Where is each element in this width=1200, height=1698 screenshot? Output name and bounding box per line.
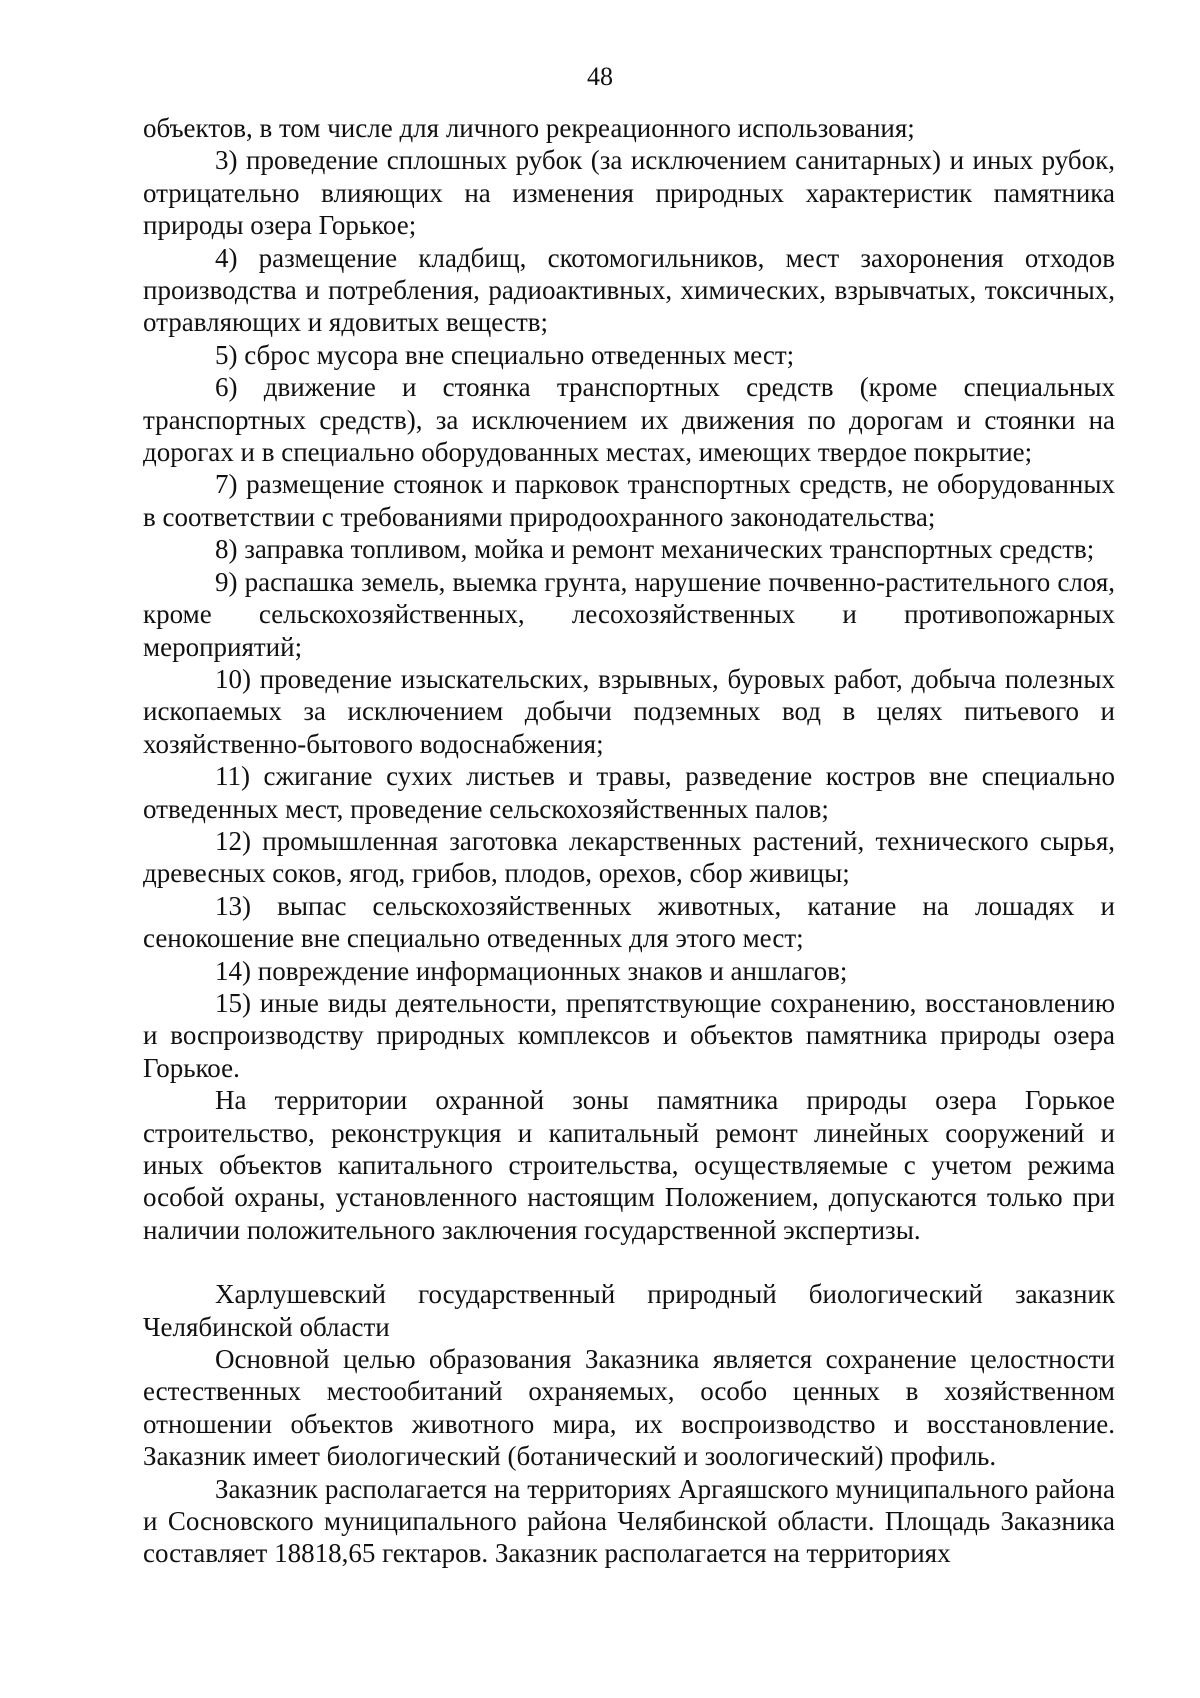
list-item-14: 14) повреждение информационных знаков и аншлагов; <box>215 955 848 986</box>
list-item-10: 10) проведение изыскательских, взрывных, буровых работ, добыча полезных ископаемых за исключением добычи подземных вод в целях питьевого и хозяйственно-бытового водоснабжения; <box>143 663 1115 759</box>
list-item-8: 8) заправка топливом, мойка и ремонт механических транспортных средств; <box>215 534 1095 565</box>
purpose-paragraph: Основной целью образования Заказника является сохранение целостности естественных местообитаний охраняемых, особо ценных в хозяйственном отношении объектов животного мира, их воспроизводство и восстановление. Заказник имеет биологический (ботанический и зоологический) профиль. <box>143 1344 1115 1472</box>
list-item-11: 11) сжигание сухих листьев и травы, разведение костров вне специально отведенных мест, проведение сельскохозяйственных палов; <box>143 761 1115 824</box>
list-item-3: 3) проведение сплошных рубок (за исключением санитарных) и иных рубок, отрицательно влияющих на изменения природных характеристик памятника природы озера Горькое; <box>143 145 1115 241</box>
list-item-12: 12) промышленная заготовка лекарственных растений, технического сырья, древесных соков, ягод, грибов, плодов, орехов, сбор живицы; <box>143 825 1115 889</box>
list-item-5: 5) сброс мусора вне специально отведенных мест; <box>215 339 795 370</box>
protection-zone-paragraph: На территории охранной зоны памятника природы озера Горькое строительство, реконструкция и капитальный ремонт линейных сооружений и иных объектов капитального строительства, осуществляемые с учетом режима особой охраны, установленного настоящим Положением, допускаются только при наличии положительного заключения государственной экспертизы. <box>143 1085 1115 1245</box>
list-item-15: 15) иные виды деятельности, препятствующие сохранению, восстановлению и воспроизводству природных комплексов и объектов памятника природы озера Горькое. <box>143 987 1115 1083</box>
section-heading: Харлушевский государственный природный биологический заказник Челябинской области <box>143 1279 1115 1342</box>
paragraph-continuation: объектов, в том числе для личного рекреационного использования; <box>143 113 915 143</box>
page-number: 48 <box>587 62 613 91</box>
document-body <box>143 112 1115 1570</box>
list-item-4: 4) размещение кладбищ, скотомогильников, мест захоронения отходов производства и потребления, радиоактивных, химических, взрывчатых, токсичных, отравляющих и ядовитых веществ; <box>143 242 1115 338</box>
list-item-9: 9) распашка земель, выемка грунта, нарушение почвенно-растительного слоя, кроме сельскохозяйственных, лесохозяйственных и противопожарных мероприятий; <box>143 566 1115 662</box>
list-item-6: 6) движение и стоянка транспортных средств (кроме специальных транспортных средств), за исключением их движения по дорогам и стоянки на дорогах и в специально оборудованных местах, имеющих твердое покрытие; <box>143 372 1115 468</box>
list-item-7: 7) размещение стоянок и парковок транспортных средств, не оборудованных в соответствии с требованиями природоохранного законодательства; <box>143 469 1115 532</box>
list-item-13: 13) выпас сельскохозяйственных животных, катание на лошадях и сенокошение вне специально отведенных для этого мест; <box>143 890 1115 954</box>
location-paragraph: Заказник располагается на территориях Аргаяшского муниципального района и Сосновского муниципального района Челябинской области. Площадь Заказника составляет 18818,65 гектаров. Заказник располагается на территориях <box>143 1473 1115 1569</box>
